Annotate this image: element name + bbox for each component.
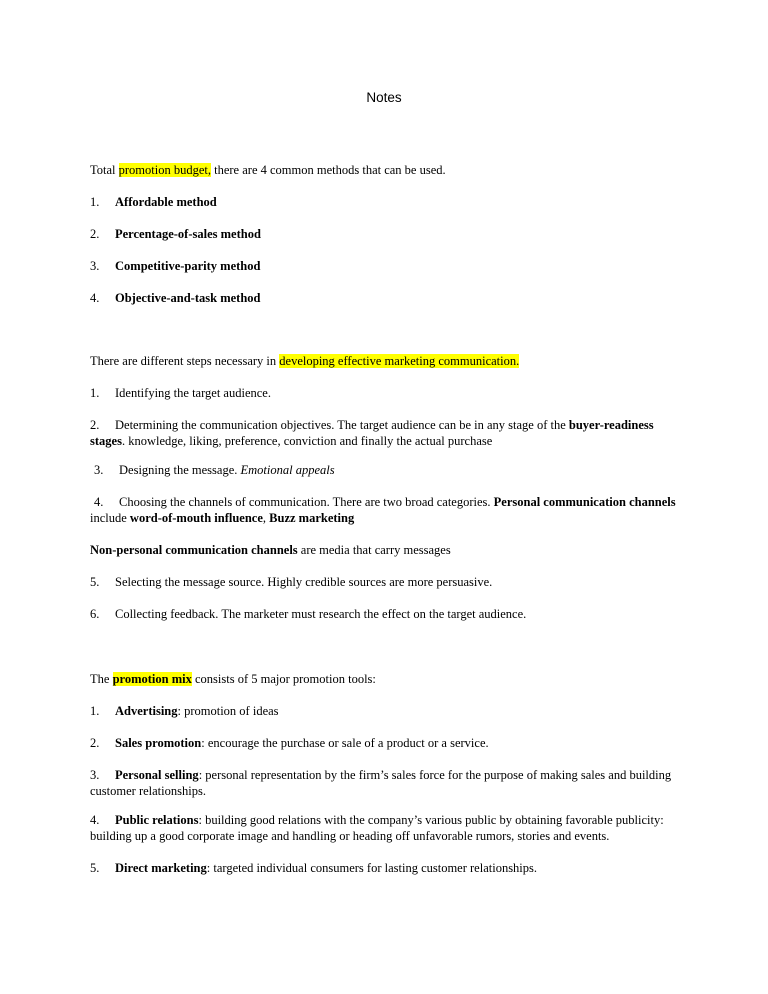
list-item <box>90 574 690 590</box>
non-personal-paragraph <box>90 542 690 558</box>
list-item-label: Competitive-parity method <box>115 259 261 273</box>
list-number: 1. <box>90 704 100 718</box>
budget-intro <box>90 162 690 178</box>
list-number: 3. <box>90 768 100 782</box>
bold-term: Personal communication channels <box>493 495 676 509</box>
list-item <box>90 290 690 306</box>
list-number: 3. <box>90 259 100 273</box>
list-item <box>90 703 690 719</box>
list-item-text: Collecting feedback. The marketer must research the effect on the target audience. <box>115 607 527 621</box>
list-item <box>90 258 690 274</box>
bold-term: buyer-readiness stages <box>90 418 654 448</box>
bold-term: Non-personal communication channels <box>90 543 298 557</box>
list-item-text: Determining the communication objectives. The target audience can be in any stage of the <box>115 418 569 432</box>
list-number: 6. <box>90 607 100 621</box>
highlight-marketing-communication: developing effective marketing communication. <box>279 354 520 368</box>
list-item <box>90 767 690 799</box>
list-item <box>90 417 690 449</box>
list-item-text: : building good relations with the company’s various public by obtaining favorable publicity: building up a good corporate image and handling or heading off unfavorable rumors, stories and events. <box>90 813 664 843</box>
list-number: 4. <box>94 495 104 509</box>
list-item-label: Percentage-of-sales method <box>115 227 261 241</box>
highlight-promotion-mix: promotion mix <box>112 672 192 686</box>
list-number: 1. <box>90 386 100 400</box>
list-item-text: Designing the message. <box>119 463 241 477</box>
list-item <box>90 860 690 876</box>
separator: , <box>262 511 270 525</box>
list-item-tail: . knowledge, liking, preference, conviction and finally the actual purchase <box>121 434 493 448</box>
list-number: 5. <box>90 575 100 589</box>
budget-intro-tail: there are 4 common methods that can be used. <box>211 163 446 177</box>
list-item <box>90 735 690 751</box>
steps-intro-text: There are different steps necessary in <box>90 354 280 368</box>
list-item <box>90 226 690 242</box>
budget-intro-text: Total <box>90 163 119 177</box>
bold-term: Buzz marketing <box>269 511 355 525</box>
list-number: 1. <box>90 195 100 209</box>
bold-term: Advertising <box>115 704 178 718</box>
mix-intro-tail: consists of 5 major promotion tools: <box>191 672 376 686</box>
list-item <box>90 194 690 210</box>
bold-term: Personal selling <box>115 768 199 782</box>
list-item-text: : personal representation by the firm’s sales force for the purpose of making sales and building customer relationships. <box>90 768 672 798</box>
italic-term: Emotional appeals <box>240 463 335 477</box>
mix-intro <box>90 671 690 687</box>
list-item-text: Selecting the message source. Highly credible sources are more persuasive. <box>115 575 493 589</box>
page-title: Notes <box>366 90 402 105</box>
list-number: 4. <box>90 813 100 827</box>
list-item-text: : promotion of ideas <box>177 704 279 718</box>
list-item-label: Objective-and-task method <box>115 291 261 305</box>
bold-term: Direct marketing <box>115 861 207 875</box>
bold-term: word-of-mouth influence <box>129 511 263 525</box>
list-item <box>90 606 690 622</box>
mix-intro-text: The <box>90 672 113 686</box>
list-number: 2. <box>90 227 100 241</box>
bold-term: Public relations <box>115 813 199 827</box>
paragraph-text: are media that carry messages <box>297 543 451 557</box>
list-item <box>94 462 694 478</box>
list-number: 5. <box>90 861 100 875</box>
bold-term: Sales promotion <box>115 736 202 750</box>
list-item-text: Choosing the channels of communication. There are two broad categories. <box>119 495 494 509</box>
list-item <box>90 494 690 526</box>
list-number: 2. <box>90 418 100 432</box>
steps-intro <box>90 353 690 369</box>
list-item <box>90 385 690 401</box>
list-item-text: : targeted individual consumers for lasting customer relationships. <box>206 861 538 875</box>
list-item-text: include <box>90 511 130 525</box>
list-number: 4. <box>90 291 100 305</box>
list-item-text: Identifying the target audience. <box>115 386 271 400</box>
list-number: 2. <box>90 736 100 750</box>
list-item-label: Affordable method <box>115 195 217 209</box>
list-item <box>90 812 690 844</box>
highlight-promotion-budget: promotion budget, <box>118 163 211 177</box>
list-number: 3. <box>94 463 104 477</box>
list-item-text: : encourage the purchase or sale of a product or a service. <box>201 736 489 750</box>
